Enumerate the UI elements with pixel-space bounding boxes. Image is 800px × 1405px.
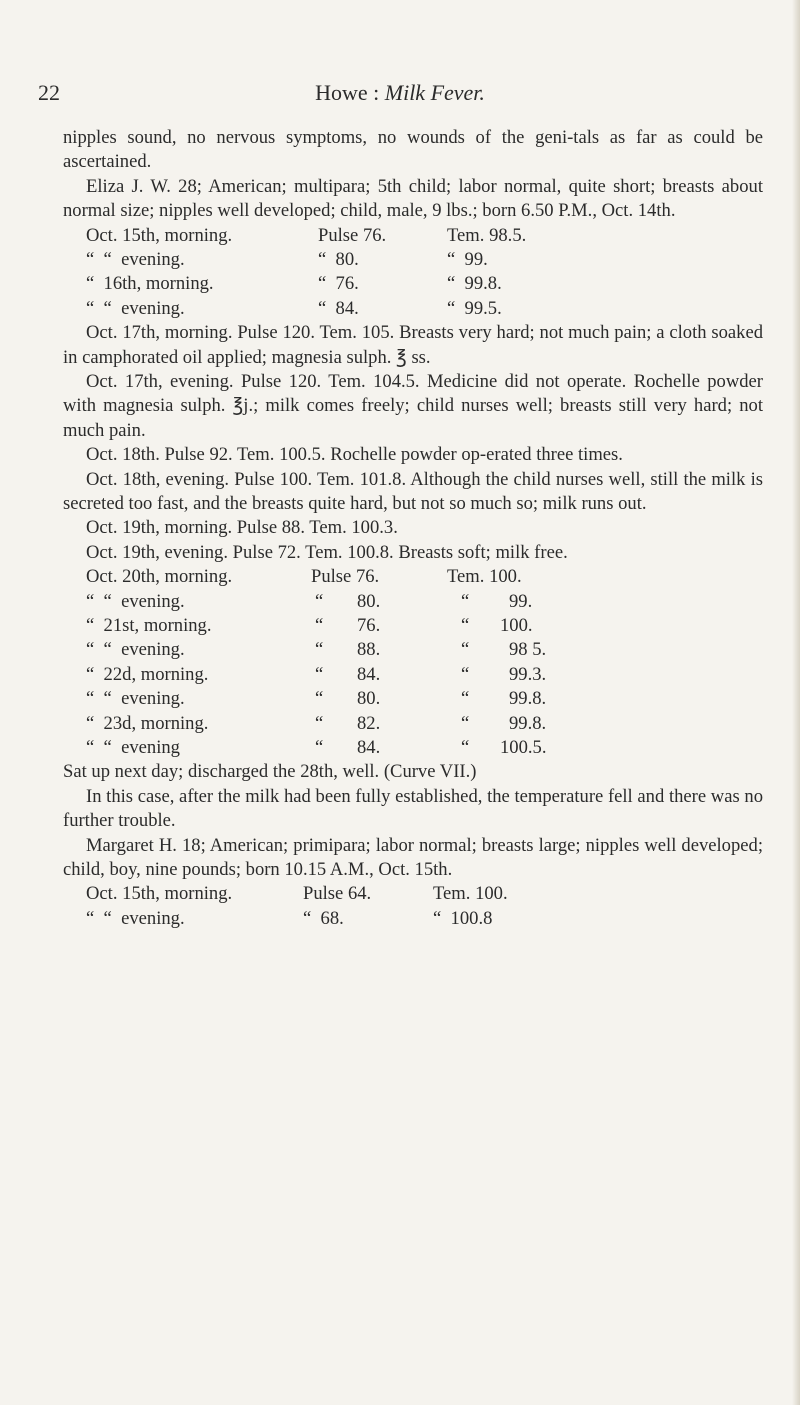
running-author: Howe xyxy=(315,80,368,105)
body-text xyxy=(63,126,763,931)
table-row: “ 23d, morning. “ 82. “ 99.8. xyxy=(86,712,547,734)
paragraph: Oct. 19th, evening. Pulse 72. Tem. 100.8. Breasts soft; milk free. xyxy=(86,541,568,563)
daily-records-b xyxy=(63,882,763,931)
paragraph: In this case, after the milk had been fully established, the temperature fell and there was no further trouble. xyxy=(63,785,763,832)
table-row: “ “ evening “ 84. “ 100.5. xyxy=(86,736,547,758)
daily-records-a xyxy=(63,224,763,322)
table-row: “ 22d, morning. “ 84. “ 99.3. xyxy=(86,663,547,685)
paragraph: nipples sound, no nervous symptoms, no wounds of the geni-tals as far as could be ascertained. xyxy=(63,127,763,173)
pulse-temperature-table xyxy=(63,565,763,760)
paragraph: Oct. 18th. Pulse 92. Tem. 100.5. Rochelle powder op-erated three times. xyxy=(86,444,623,466)
running-title-text: Milk Fever. xyxy=(384,80,485,105)
record-row: “ 16th, morning. “ 76. “ 99.8. xyxy=(86,273,502,295)
record-row: “ “ evening. “ 80. “ 99. xyxy=(86,249,488,271)
page-edge-shadow xyxy=(792,0,800,1405)
paragraph: Oct. 18th, evening. Pulse 100. Tem. 101.8. Although the child nurses well, still the milk is secreted too fast, and the breasts quite hard, but not so much so; milk runs out. xyxy=(63,468,763,515)
table-row: “ “ evening. “ 80. “ 99.8. xyxy=(86,688,547,710)
paragraph: Oct. 17th, morning. Pulse 120. Tem. 105. Breasts very hard; not much pain; a cloth soaked in camphorated oil applied; magnesia sulph. ℥ ss. xyxy=(63,322,763,368)
table-row: “ 21st, morning. “ 76. “ 100. xyxy=(86,615,533,637)
table-row: Oct. 20th, morning. Pulse 76. Tem. 100. xyxy=(86,566,522,588)
running-header xyxy=(0,80,800,110)
record-row: Oct. 15th, morning. Pulse 64. Tem. 100. xyxy=(86,883,508,905)
page-number: 22 xyxy=(38,80,60,105)
paragraph-case-eliza: Eliza J. W. 28; American; multipara; 5th child; labor normal, quite short; breasts about normal size; nipples well developed; child, male, 9 lbs.; born 6.50 P.M., Oct. 14th. xyxy=(63,175,763,222)
record-row: “ “ evening. “ 68. “ 100.8 xyxy=(86,907,493,929)
paragraph-case-margaret: Margaret H. 18; American; primipara; labor normal; breasts large; nipples well developed; child, boy, nine pounds; born 10.15 A.M., Oct. 15th. xyxy=(63,834,763,880)
paragraph: Oct. 17th, evening. Pulse 120. Tem. 104.5. Medicine did not operate. Rochelle powder with magnesia sulph. ℥j.; milk comes freely; child nurses well; breasts still very hard; not much pain. xyxy=(63,371,763,441)
paragraph: Sat up next day; discharged the 28th, well. (Curve VII.) xyxy=(63,761,477,783)
record-row: Oct. 15th, morning. Pulse 76. Tem. 98.5. xyxy=(86,224,527,246)
running-title: Howe : Milk Fever. xyxy=(315,80,485,105)
table-row: “ “ evening. “ 88. “ 98 5. xyxy=(86,639,547,661)
paragraph: Oct. 19th, morning. Pulse 88. Tem. 100.3. xyxy=(86,517,398,539)
table-row: “ “ evening. “ 80. “ 99. xyxy=(86,590,533,612)
record-row: “ “ evening. “ 84. “ 99.5. xyxy=(86,297,502,319)
